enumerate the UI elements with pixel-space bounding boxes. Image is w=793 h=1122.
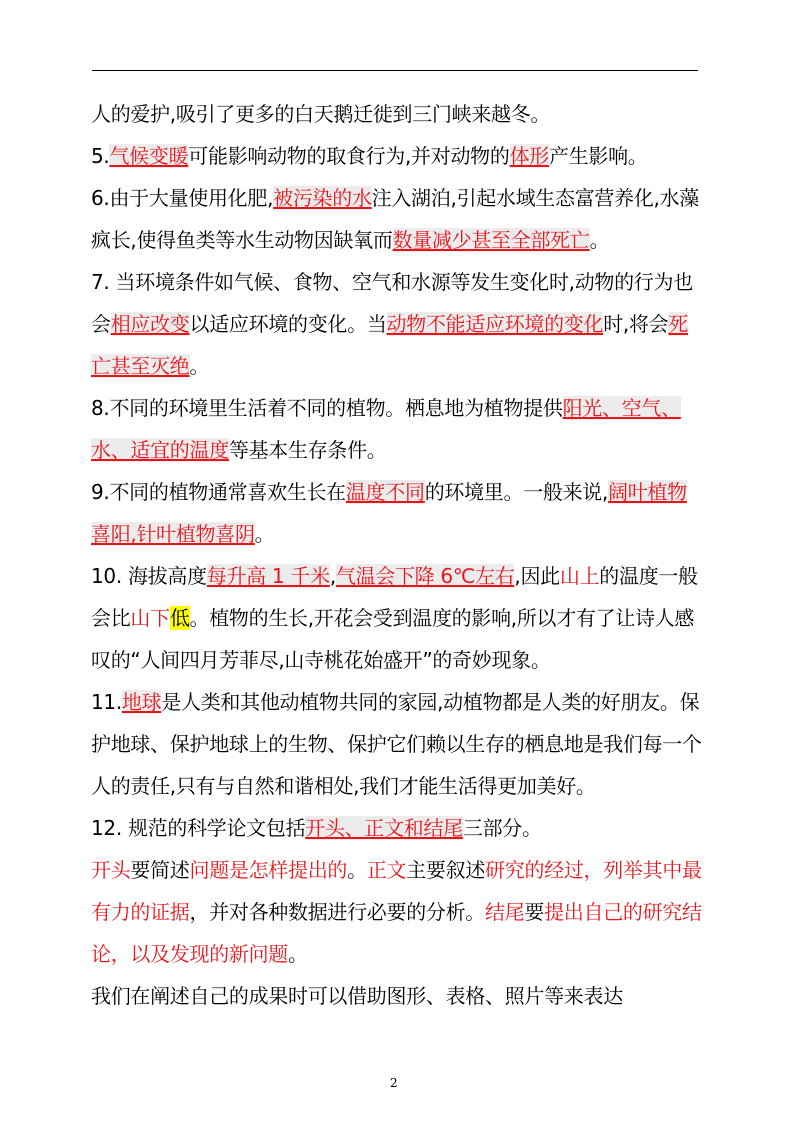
text-run: 三部分。	[462, 816, 542, 840]
highlighted-text-run: 低	[169, 606, 190, 630]
answer-text-run: 地球	[121, 690, 162, 714]
text-run: 时,将会	[603, 312, 669, 336]
answer-text-run: 开头、正文和结尾	[305, 816, 463, 840]
paragraph	[91, 261, 706, 387]
answer-text-run: 每升高 1 千米	[206, 564, 330, 588]
text-run: 的环境里。一般来说,	[424, 480, 609, 504]
text-run: 6.由于大量使用化肥,	[91, 186, 274, 210]
answer-text-run: 气温会下降 6℃左右	[335, 564, 515, 588]
text-run: 我们在阐述自己的成果时可以借助图形、表格、照片等来表达	[91, 984, 623, 1008]
paragraph	[91, 681, 706, 807]
text-run: 的温度一般会比	[91, 564, 698, 630]
paragraph	[91, 387, 706, 471]
paragraph	[91, 135, 706, 177]
text-run: 产生影响。	[548, 144, 648, 168]
text-run: ,	[329, 564, 336, 588]
text-run: 8.不同的环境里生活着不同的植物。栖息地为植物提供	[91, 396, 563, 420]
text-run: 11.	[91, 690, 122, 714]
text-run: 人的爱护,吸引了更多的白天鹅迁徙到三门峡来越冬。	[91, 102, 551, 126]
text-run: 10. 海拔高度	[91, 564, 207, 588]
text-run: 主要叙述	[406, 858, 486, 882]
text-run: 。	[589, 228, 610, 252]
paragraph	[91, 177, 706, 261]
text-run: 12. 规范的科学论文包括	[91, 816, 306, 840]
document-body	[91, 93, 706, 1017]
red-text-run: 研究的经过，列举其中最有力的证据	[91, 858, 702, 924]
answer-text-run: 体形	[509, 144, 549, 168]
red-text-run: 提出自己的研究结论，以及发现的新问题	[91, 900, 702, 966]
text-run: 是人类和其他动植物共同的家园,动植物都是人类的好朋友。保护地球、保护地球上的生物、保护它们赖以生存的栖息地是我们每一个人的责任,只有与自然和谐相处,我们才能生活得更加美好。	[91, 690, 702, 798]
text-run: 要	[524, 900, 545, 924]
answer-text-run: 阳光、空气、水、适宜的温度	[91, 396, 681, 462]
paragraph	[91, 849, 706, 975]
text-run: 要简述	[130, 858, 190, 882]
text-run: 。	[189, 354, 210, 378]
answer-text-run: 温度不同	[345, 480, 425, 504]
text-run: 。植物的生长,开花会受到温度的影响,所以才有了让诗人感叹的“人间四月芳菲尽,山寺桃花始盛开”的奇妙现象。	[91, 606, 695, 672]
answer-text-run: 死亡甚至灭绝	[91, 312, 689, 378]
text-run: 注入湖泊,引起水域生态富营养化,水藻疯长,使得鱼类等水生动物因缺氧而	[91, 186, 699, 252]
text-run: 9.不同的植物通常喜欢生长在	[91, 480, 346, 504]
text-run: 。	[288, 942, 308, 966]
paragraph	[91, 807, 706, 849]
text-run: 以适应环境的变化。当	[189, 312, 387, 336]
text-run: ，并对各种数据进行必要的分析。	[189, 900, 485, 924]
text-run: 可能影响动物的取食行为,并对动物的	[188, 144, 510, 168]
paragraph	[91, 471, 706, 555]
answer-text-run: 气候变暖	[109, 144, 189, 168]
red-text-run: 问题是怎样提出的	[189, 858, 348, 882]
red-text-run: 山上	[559, 564, 600, 588]
text-run: 等基本生存条件。	[228, 438, 387, 462]
text-run: 7. 当环境条件如气候、食物、空气和水源等发生变化时,动物的行为也会	[91, 270, 693, 336]
paragraph	[91, 975, 706, 1017]
text-run: 。	[254, 522, 275, 546]
red-text-run: 正文	[366, 858, 407, 882]
header-rule	[92, 70, 698, 71]
answer-text-run: 被污染的水	[273, 186, 372, 210]
red-text-run: 山下	[130, 606, 170, 630]
answer-text-run: 阔叶植物喜阳,针叶植物喜阴	[91, 480, 687, 546]
paragraph	[91, 555, 706, 681]
answer-text-run: 相应改变	[110, 312, 190, 336]
text-run: ,因此	[514, 564, 560, 588]
red-text-run: 开头	[91, 858, 131, 882]
paragraph	[91, 93, 706, 135]
red-text-run: 结尾	[485, 900, 525, 924]
text-run: 5.	[91, 144, 110, 168]
answer-text-run: 数量减少甚至全部死亡	[392, 228, 590, 252]
answer-text-run: 动物不能适应环境的变化	[386, 312, 604, 336]
text-run: 。	[347, 858, 367, 882]
page-number: 2	[390, 1076, 398, 1090]
